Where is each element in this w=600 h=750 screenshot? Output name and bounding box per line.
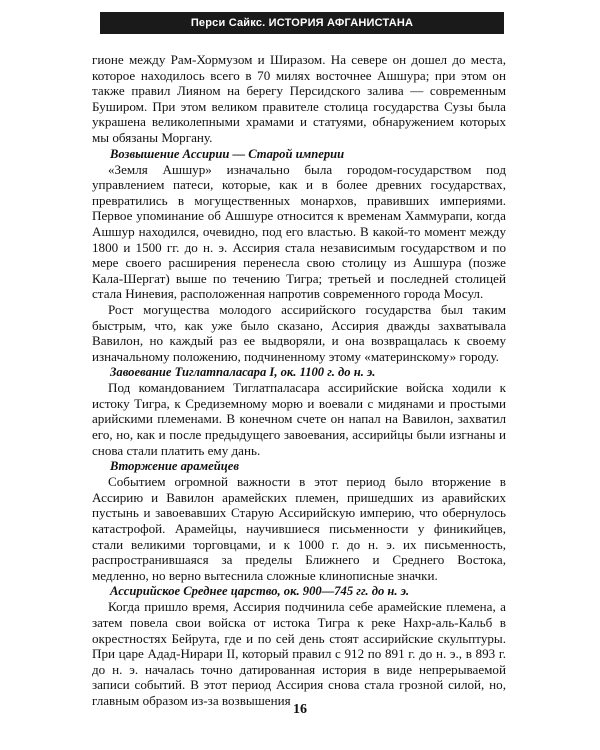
page-number: 16 <box>293 702 307 717</box>
running-header-title: Перси Сайкс. ИСТОРИЯ АФГАНИСТАНА <box>190 17 414 29</box>
paragraph-4: Под командованием Тиглатпаласара ассирийские войска ходили к истоку Тигра, к Средиземному морю и воевали с мидянами и простыми арийскими племенами. В конечном счете он напал на Вавилон, захватил его, но, как и после предыдущего завоевания, ассирийцы были изгнаны и снова стали платить ему дань. <box>92 380 506 458</box>
running-header <box>100 12 504 34</box>
page-body <box>92 52 506 709</box>
paragraph-1: гионе между Рам-Хормузом и Ширазом. На севере он дошел до места, которое находилось всего в 70 милях восточнее Ашшура; при этом он также правил Лияном на берегу Персидского залива — современным Буширом. При этом великом правителе столица государства Сузы была украшена великолепными храмами и статуями, обнаружением которых мы обязаны Моргану. <box>92 52 506 145</box>
section-heading-aramean-invasion: Вторжение арамейцев <box>110 459 239 474</box>
section-heading-middle-kingdom: Ассирийское Среднее царство, ок. 900—745 гг. до н. э. <box>110 584 410 599</box>
paragraph-6: Когда пришло время, Ассирия подчинила себе арамейские племена, а затем повела свои войска от истока Тигра к реке Нахр-аль-Кальб в окрестностях Бейрута, где и по сей день стоят ассирийские скульптуры. При царе Адад-Нирари II, который правил с 912 по 891 г. до н. э., в 893 г. до н. э. началась точно датированная история в виде непрерываемой записи событий. В этот период Ассирия снова стала грозной силой, но, главным образом из-за возвышения <box>92 599 506 708</box>
section-heading-tiglath-pileser: Завоевание Тиглатпаласара I, ок. 1100 г. до н. э. <box>110 365 376 380</box>
paragraph-3: Рост могущества молодого ассирийского государства был таким быстрым, что, как уже было сказано, Ассирия дважды захватывала Вавилон, но каждый раз ее выдворяли, и она возвращалась к своему изначальному положению, подчиненному этому «материнскому» городу. <box>92 301 506 364</box>
paragraph-5: Событием огромной важности в этот период было вторжение в Ассирию и Вавилон арамейских племен, пришедших из аравийских пустынь и завоевавших Старую Ассирийскую империю, что обернулось катастрофой. Арамейцы, научившиеся письменности у финикийцев, стали великими торговцами, и к 1000 г. до н. э. их письменность, распространившаяся за пределы Ближнего и Среднего Востока, медленно, но верно вытеснила сложные клинописные значки. <box>92 474 506 583</box>
paragraph-2: «Земля Ашшур» изначально была городом-государством под управлением патеси, которые, как и в более древних государствах, превратились в могущественных монархов, правивших империями. Первое упоминание об Ашшуре относится к временам Хаммурапи, когда Ашшур находился, очевидно, под его властью. В какой-то момент между 1800 и 1500 гг. до н. э. Ассирия стала независимым государством и по мере своего расширения перенесла свою столицу из Ашшура (позже Кала-Шергат) выше по течению Тигра; третьей и последней столицей стала Ниневия, расположенная напротив современного города Мосул. <box>92 161 506 302</box>
section-heading-rise-of-assyria: Возвышение Ассирии — Старой империи <box>110 146 345 161</box>
